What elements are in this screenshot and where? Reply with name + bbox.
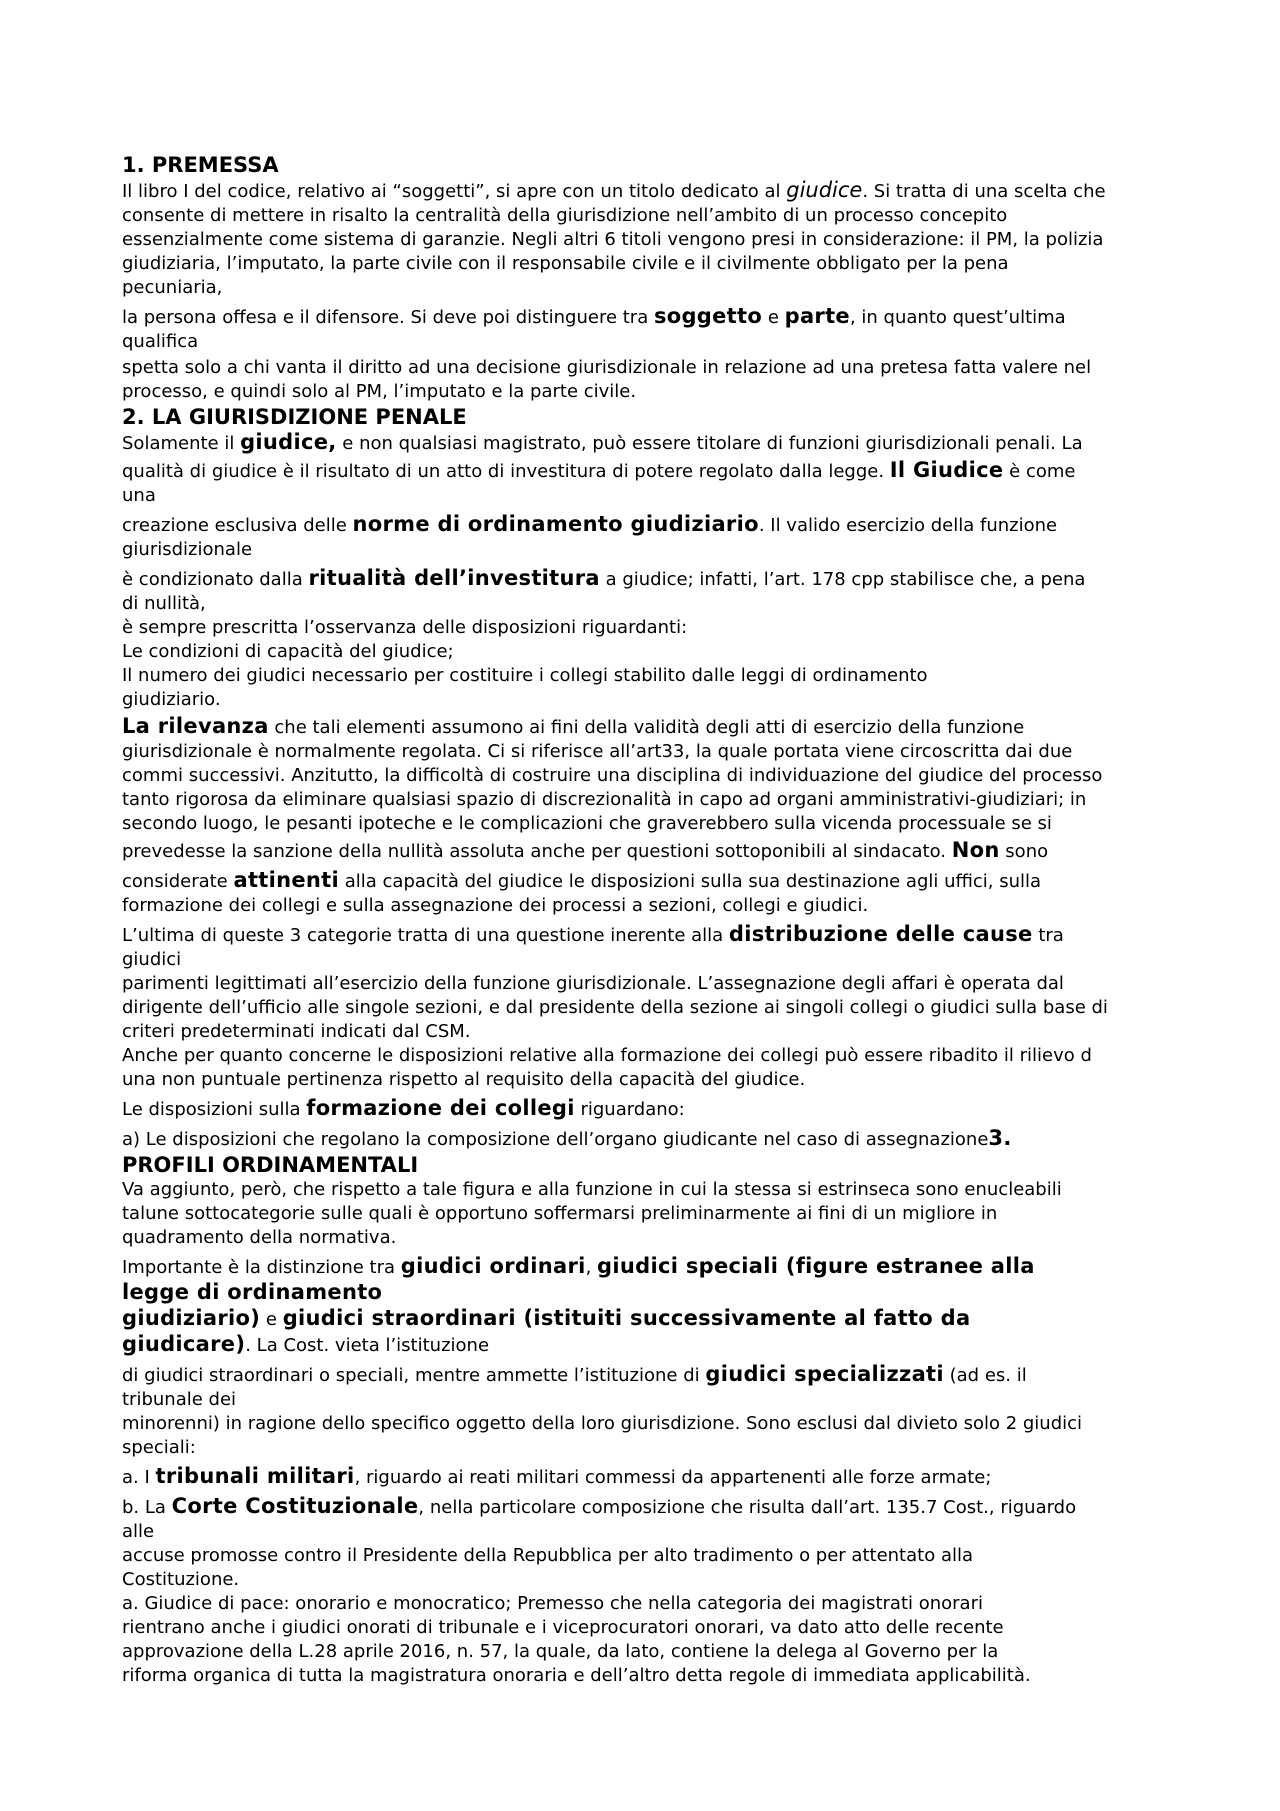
paragraph-line bbox=[122, 640, 1167, 664]
text-run: considerate bbox=[122, 871, 234, 892]
paragraph-line bbox=[122, 592, 1167, 616]
paragraph-line bbox=[122, 228, 1167, 252]
paragraph-line bbox=[122, 688, 1167, 712]
text-run: Costituzione. bbox=[122, 1569, 240, 1590]
paragraph-line bbox=[122, 484, 1167, 508]
text-run: creazione esclusiva delle bbox=[122, 515, 353, 536]
paragraph-line bbox=[122, 616, 1167, 640]
text-run: giudiziaria, l’imputato, la parte civile con il responsabile civile e il civilmente obbligato per la pena bbox=[122, 253, 1009, 274]
paragraph-line bbox=[122, 1096, 1167, 1122]
paragraph-line bbox=[122, 922, 1167, 948]
paragraph-line bbox=[122, 252, 1167, 276]
paragraph-line bbox=[122, 178, 1167, 204]
paragraph-line bbox=[122, 1640, 1167, 1664]
text-run: Va aggiunto, però, che rispetto a tale figura e alla funzione in cui la stessa si estrinseca sono enucleabili bbox=[122, 1179, 1062, 1200]
text-run: accuse promosse contro il Presidente della Repubblica per alto tradimento o per attentato alla bbox=[122, 1545, 974, 1566]
text-run: Le condizioni di capacità del giudice; bbox=[122, 641, 454, 662]
paragraph-line bbox=[122, 304, 1167, 330]
text-run: processo, e quindi solo al PM, l’imputato e la parte civile. bbox=[122, 381, 637, 402]
paragraph-line bbox=[122, 1254, 1167, 1280]
paragraph-line bbox=[122, 740, 1167, 764]
text-run: di nullità, bbox=[122, 593, 206, 614]
text-run: riforma organica di tutta la magistratura onoraria e dell’altro detta regole di immediata applicabilità. bbox=[122, 1665, 1031, 1686]
text-run: Il numero dei giudici necessario per costituire i collegi stabilito dalle leggi di ordinamento bbox=[122, 665, 928, 686]
text-run: , nella particolare composizione che risulta dall’art. 135.7 Cost., riguardo bbox=[418, 1497, 1077, 1518]
paragraph-line bbox=[122, 1332, 1167, 1358]
paragraph-line bbox=[122, 1412, 1167, 1436]
paragraph-line bbox=[122, 1520, 1167, 1544]
paragraph-line bbox=[122, 512, 1167, 538]
text-run: formazione dei collegi e sulla assegnazione dei processi a sezioni, collegi e giudici. bbox=[122, 895, 869, 916]
paragraph-line bbox=[122, 1464, 1167, 1490]
bold-term: giudici ordinari bbox=[400, 1254, 586, 1278]
paragraph-line bbox=[122, 1068, 1167, 1092]
text-run: prevedesse la sanzione della nullità assoluta anche per questioni sottoponibili al sindacato. bbox=[122, 841, 952, 862]
text-run: che tali elementi assumono ai fini della validità degli atti di esercizio della funzione bbox=[268, 717, 1025, 738]
paragraph-line bbox=[122, 1544, 1167, 1568]
paragraph-line bbox=[122, 566, 1167, 592]
text-run: , bbox=[585, 1257, 598, 1278]
paragraph-line bbox=[122, 664, 1167, 688]
text-run: riguardano: bbox=[574, 1099, 685, 1120]
bold-term: soggetto bbox=[653, 304, 763, 328]
paragraph-line bbox=[122, 1178, 1167, 1202]
text-run: L’ultima di queste 3 categorie tratta di una questione inerente alla bbox=[122, 925, 729, 946]
text-run: spetta solo a chi vanta il diritto ad una decisione giurisdizionale in relazione ad una pretesa fatta valere nel bbox=[122, 357, 1092, 378]
text-run: approvazione della L.28 aprile 2016, n. 57, la quale, da lato, contiene la delega al Governo per la bbox=[122, 1641, 999, 1662]
text-run: giurisdizionale bbox=[122, 539, 253, 560]
section-heading: 2. LA GIURISDIZIONE PENALE bbox=[122, 405, 467, 429]
bold-term: distribuzione delle cause bbox=[728, 922, 1033, 946]
text-run: talune sottocategorie sulle quali è opportuno soffermarsi preliminarmente ai fini di un migliore in bbox=[122, 1203, 998, 1224]
text-run: criteri predeterminati indicati dal CSM. bbox=[122, 1021, 471, 1042]
text-run: alla capacità del giudice le disposizioni sulla sua destinazione agli uffici, sulla bbox=[339, 871, 1042, 892]
bold-term: 3. bbox=[988, 1126, 1012, 1150]
paragraph-line bbox=[122, 430, 1167, 456]
text-run: e bbox=[762, 307, 785, 328]
section-heading: 1. PREMESSA bbox=[122, 153, 279, 177]
bold-term: giudicare) bbox=[122, 1332, 246, 1356]
text-run: rientrano anche i giudici onorati di tribunale e i viceprocuratori onorari, va dato atto delle recente bbox=[122, 1617, 1004, 1638]
bold-term: attinenti bbox=[233, 868, 340, 892]
paragraph-line bbox=[122, 380, 1167, 404]
paragraph-line bbox=[122, 1280, 1167, 1306]
paragraph-line bbox=[122, 1306, 1167, 1332]
bold-term: giudici straordinari (istituiti successivamente al fatto da bbox=[282, 1306, 971, 1330]
text-run: Il libro I del codice, relativo ai “soggetti”, si apre con un titolo dedicato al bbox=[122, 181, 787, 202]
paragraph-line bbox=[122, 1226, 1167, 1250]
paragraph-line bbox=[122, 1362, 1167, 1388]
paragraph-line bbox=[122, 1436, 1167, 1460]
bold-term: Corte Costituzionale bbox=[171, 1494, 419, 1518]
paragraph-line bbox=[122, 330, 1167, 354]
text-run: è sempre prescritta l’osservanza delle disposizioni riguardanti: bbox=[122, 617, 688, 638]
paragraph-line bbox=[122, 1592, 1167, 1616]
text-run: pecuniaria, bbox=[122, 277, 223, 298]
text-run: commi successivi. Anzitutto, la difficoltà di costruire una disciplina di individuazione del giudice del processo bbox=[122, 765, 1103, 786]
text-run: di giudici straordinari o speciali, mentre ammette l’istituzione di bbox=[122, 1365, 706, 1386]
text-run: alle bbox=[122, 1521, 155, 1542]
text-run: quadramento della normativa. bbox=[122, 1227, 397, 1248]
paragraph-line bbox=[122, 1568, 1167, 1592]
bold-term: Non bbox=[951, 838, 1000, 862]
paragraph-line bbox=[122, 996, 1167, 1020]
paragraph-line bbox=[122, 1020, 1167, 1044]
paragraph-line bbox=[122, 1664, 1167, 1688]
paragraph-line bbox=[122, 812, 1167, 836]
text-run: (ad es. il bbox=[943, 1365, 1027, 1386]
bold-term: tribunali militari bbox=[155, 1464, 355, 1488]
paragraph-line bbox=[122, 764, 1167, 788]
text-run: consente di mettere in risalto la centralità della giurisdizione nell’ambito di un processo concepito bbox=[122, 205, 1008, 226]
text-run: a giudice; infatti, l’art. 178 cpp stabilisce che, a pena bbox=[599, 569, 1086, 590]
bold-term: giudici specializzati bbox=[705, 1362, 944, 1386]
bold-term: norme di ordinamento giudiziario bbox=[352, 512, 759, 536]
emphasis-text: giudice bbox=[786, 178, 863, 202]
paragraph-line bbox=[122, 1202, 1167, 1226]
text-run: e bbox=[260, 1309, 283, 1330]
text-run: Anche per quanto concerne le disposizioni relative alla formazione dei collegi può essere ribadito il rilievo d bbox=[122, 1045, 1092, 1066]
text-run: sono bbox=[999, 841, 1049, 862]
text-run: qualità di giudice è il risultato di un atto di investitura di potere regolato dalla legge. bbox=[122, 461, 890, 482]
text-run: secondo luogo, le pesanti ipoteche e le complicazioni che graverebbero sulla vicenda processuale se si bbox=[122, 813, 1052, 834]
text-run: tribunale dei bbox=[122, 1389, 237, 1410]
paragraph-line bbox=[122, 972, 1167, 996]
bold-term: La rilevanza bbox=[122, 714, 269, 738]
paragraph-line bbox=[122, 788, 1167, 812]
text-run: essenzialmente come sistema di garanzie. Negli altri 6 titoli vengono presi in considerazione: il PM, la polizia bbox=[122, 229, 1104, 250]
paragraph-line bbox=[122, 538, 1167, 562]
text-run: Importante è la distinzione tra bbox=[122, 1257, 401, 1278]
text-run: è come bbox=[1003, 461, 1076, 482]
paragraph-line bbox=[122, 948, 1167, 972]
text-run: giurisdizionale è normalmente regolata. Ci si riferisce all’art33, la quale portata viene circoscritta dai due bbox=[122, 741, 1073, 762]
text-run: b. La bbox=[122, 1497, 172, 1518]
text-run: . Si tratta di una scelta che bbox=[862, 181, 1106, 202]
bold-term: Il Giudice bbox=[889, 458, 1004, 482]
text-run: a) Le disposizioni che regolano la composizione dell’organo giudicante nel caso di assegnazione bbox=[122, 1129, 989, 1150]
paragraph-line bbox=[122, 1494, 1167, 1520]
bold-term: legge di ordinamento bbox=[122, 1280, 383, 1304]
text-run: Le disposizioni sulla bbox=[122, 1099, 307, 1120]
paragraph-line bbox=[122, 204, 1167, 228]
bold-term: giudice, bbox=[240, 430, 337, 454]
text-run: giudiziario. bbox=[122, 689, 221, 710]
paragraph-line bbox=[122, 868, 1167, 894]
text-run: parimenti legittimati all’esercizio della funzione giurisdizionale. L’assegnazione degli affari è operata dal bbox=[122, 973, 1064, 994]
text-run: , riguardo ai reati militari commessi da appartenenti alle forze armate; bbox=[354, 1467, 992, 1488]
paragraph-line bbox=[122, 838, 1167, 864]
text-run: qualifica bbox=[122, 331, 199, 352]
document-body bbox=[122, 152, 1167, 1688]
text-run: Solamente il bbox=[122, 433, 241, 454]
paragraph-line bbox=[122, 1126, 1167, 1152]
text-run: tra bbox=[1032, 925, 1064, 946]
bold-term: ritualità dell’investitura bbox=[308, 566, 600, 590]
text-run: una non puntuale pertinenza rispetto al requisito della capacità del giudice. bbox=[122, 1069, 806, 1090]
text-run: una bbox=[122, 485, 156, 506]
text-run: e non qualsiasi magistrato, può essere titolare di funzioni giurisdizionali penali. La bbox=[336, 433, 1083, 454]
paragraph-line bbox=[122, 714, 1167, 740]
paragraph-line bbox=[122, 458, 1167, 484]
bold-term: giudiziario) bbox=[122, 1306, 261, 1330]
text-run: , in quanto quest’ultima bbox=[849, 307, 1066, 328]
bold-term: parte bbox=[784, 304, 850, 328]
paragraph-line bbox=[122, 276, 1167, 300]
paragraph-line bbox=[122, 1044, 1167, 1068]
section-heading: PROFILI ORDINAMENTALI bbox=[122, 1153, 419, 1177]
paragraph-line bbox=[122, 894, 1167, 918]
text-run: . La Cost. vieta l’istituzione bbox=[245, 1335, 490, 1356]
text-run: . Il valido esercizio della funzione bbox=[758, 515, 1058, 536]
paragraph-line bbox=[122, 1388, 1167, 1412]
text-run: a. I bbox=[122, 1467, 156, 1488]
text-run: speciali: bbox=[122, 1437, 196, 1458]
text-run: è condizionato dalla bbox=[122, 569, 309, 590]
text-run: giudici bbox=[122, 949, 182, 970]
text-run: dirigente dell’ufficio alle singole sezioni, e dal presidente della sezione ai singoli collegi o giudici sulla base di bbox=[122, 997, 1108, 1018]
paragraph-line bbox=[122, 356, 1167, 380]
bold-term: giudici speciali (figure estranee alla bbox=[597, 1254, 1035, 1278]
text-run: a. Giudice di pace: onorario e monocratico; Premesso che nella categoria dei magistrati onorari bbox=[122, 1593, 983, 1614]
bold-term: formazione dei collegi bbox=[306, 1096, 575, 1120]
text-run: minorenni) in ragione dello specifico oggetto della loro giurisdizione. Sono esclusi dal divieto solo 2 giudici bbox=[122, 1413, 1083, 1434]
text-run: tanto rigorosa da eliminare qualsiasi spazio di discrezionalità in capo ad organi amministrativi-giudiziari; in bbox=[122, 789, 1087, 810]
paragraph-line bbox=[122, 1616, 1167, 1640]
text-run: la persona offesa e il difensore. Si deve poi distinguere tra bbox=[122, 307, 654, 328]
